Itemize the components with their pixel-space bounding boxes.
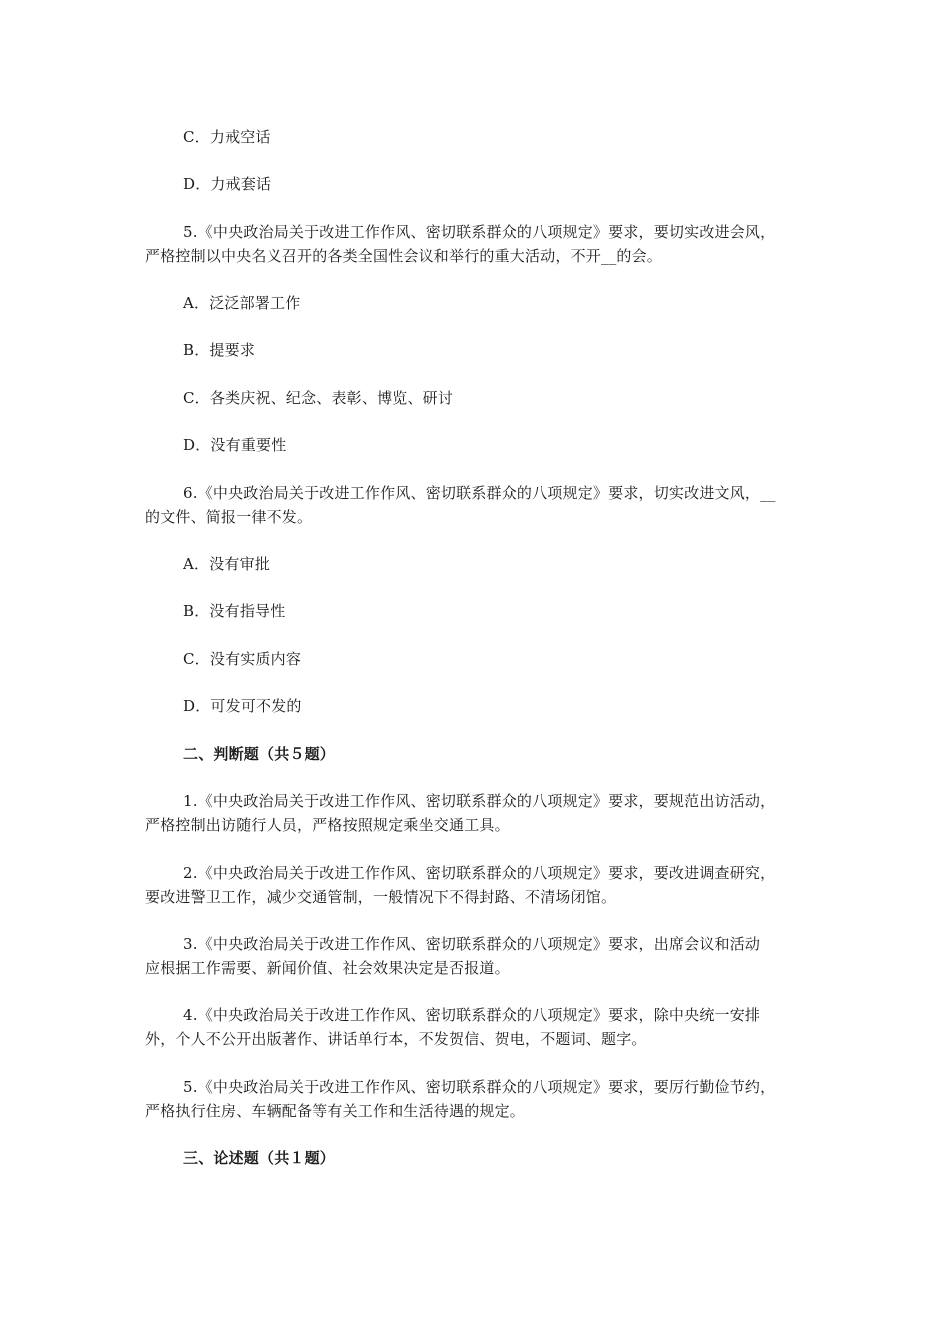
q6-text-line1: 6.《中央政治局关于改进工作作风、密切联系群众的八项规定》要求，切实改进文风，__	[183, 484, 776, 502]
q6-option-a: A．没有审批	[183, 555, 271, 573]
judge-2-line2: 要改进警卫工作，减少交通管制，一般情况下不得封路、不清场闭馆。	[145, 888, 617, 906]
q6-option-d: D．可发可不发的	[183, 697, 302, 715]
q4-option-d: D．力戒套话	[183, 175, 272, 193]
judge-1-line1: 1.《中央政治局关于改进工作作风、密切联系群众的八项规定》要求，要规范出访活动，	[183, 792, 776, 810]
judge-3-line2: 应根据工作需要、新闻价值、社会效果决定是否报道。	[145, 959, 510, 977]
q5-option-b: B．提要求	[183, 341, 256, 359]
judge-2-line1: 2.《中央政治局关于改进工作作风、密切联系群众的八项规定》要求，要改进调查研究，	[183, 864, 776, 882]
judge-3-line1: 3.《中央政治局关于改进工作作风、密切联系群众的八项规定》要求，出席会议和活动	[183, 935, 761, 953]
section2-heading: 二、判断题（共５题）	[183, 745, 336, 763]
judge-5-line2: 严格执行住房、车辆配备等有关工作和生活待遇的规定。	[145, 1102, 526, 1120]
q6-option-b: B．没有指导性	[183, 602, 286, 620]
judge-5-line1: 5.《中央政治局关于改进工作作风、密切联系群众的八项规定》要求，要厉行勤俭节约，	[183, 1078, 776, 1096]
judge-4-line1: 4.《中央政治局关于改进工作作风、密切联系群众的八项规定》要求，除中央统一安排	[183, 1006, 761, 1024]
section3-heading: 三、论述题（共１题）	[183, 1149, 336, 1167]
q5-option-d: D．没有重要性	[183, 436, 287, 454]
q5-text-line1: 5.《中央政治局关于改进工作作风、密切联系群众的八项规定》要求，要切实改进会风，	[183, 223, 776, 241]
q5-option-a: A．泛泛部署工作	[183, 294, 301, 312]
judge-4-line2: 外，个人不公开出版著作、讲话单行本，不发贺信、贺电，不题词、题字。	[145, 1030, 647, 1048]
judge-1-line2: 严格控制出访随行人员，严格按照规定乘坐交通工具。	[145, 816, 510, 834]
q6-text-line2: 的文件、简报一律不发。	[145, 508, 313, 526]
q4-option-c: C．力戒空话	[183, 128, 271, 146]
q6-option-c: C．没有实质内容	[183, 650, 302, 668]
q5-option-c: C．各类庆祝、纪念、表彰、博览、研讨	[183, 389, 454, 407]
q5-text-line2: 严格控制以中央名义召开的各类全国性会议和举行的重大活动，不开__的会。	[145, 247, 663, 265]
